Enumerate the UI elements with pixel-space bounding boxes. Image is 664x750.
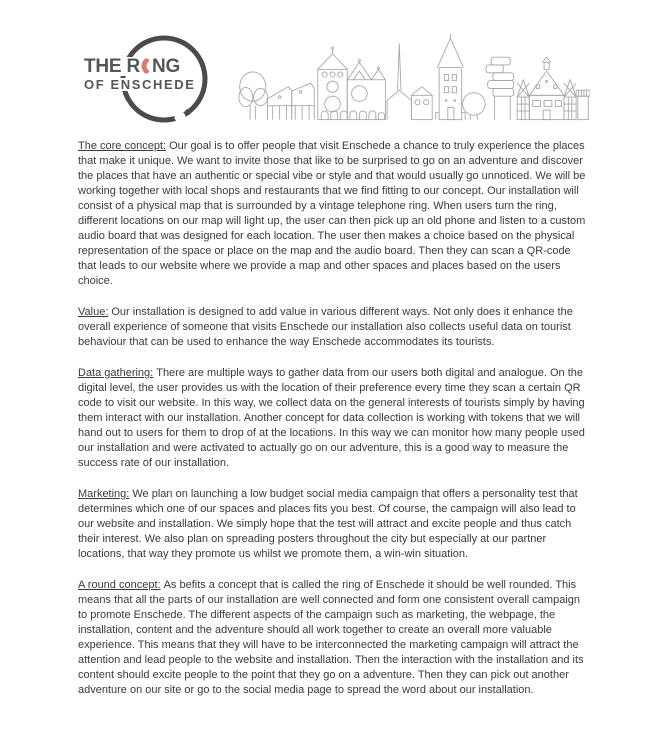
paragraph-text: As befits a concept that is called the ring of Enschede it should be well rounded. This means that all the parts of our installation are well connected and form one consistent overall campaign to promote Enschede. The different aspects of the campaign such as marketing, the webpage, the installation, content and the adventure should all work together to create an overall more valuable experience. This means that they will have to be interconnected the marketing campaign will attract the attention and lead people to the website and installation. Then the interaction with the installation and its content should excite people to the point that they go on a adventure. Then they can pick out another adventure on our site or go to the social media page to spread the word about our installation.	[78, 579, 584, 696]
paragraph-text: We plan on launching a low budget social media campaign that offers a personality test that determines which one of our spaces and places fits you best. Of course, the campaign will also lead to our website and installation. We simply hope that the test will attract and excite people and thus catch their interest. We also plan on spreading posters throughout the city but especially at our partner locations, that way they promote us whilst we promote them, a win-win situation.	[78, 488, 578, 560]
logo-title	[82, 57, 182, 76]
paragraph-core-concept	[78, 139, 587, 289]
city-skyline-illustration	[238, 32, 590, 124]
paragraph-text: Our installation is designed to add value in various different ways. Not only does it enhance the overall experience of someone that visits Enschede our installation also collects useful data on tourist behaviour that can be used to enhance the way Enschede accommodates its tourists.	[78, 306, 573, 348]
logo-title-post: NG	[152, 56, 181, 77]
logo-subtitle: OF ENSCHEDE	[84, 77, 196, 92]
paragraph-marketing	[78, 487, 587, 562]
skyline-drawing-icon	[238, 32, 590, 124]
paragraph-heading: Value:	[78, 306, 109, 318]
phone-handset-icon	[141, 58, 151, 74]
paragraph-heading: Data gathering:	[78, 367, 154, 379]
logo-title-pre: THE R	[84, 56, 141, 77]
ring-of-enschede-logo	[80, 32, 210, 126]
paragraph-value	[78, 305, 587, 350]
paragraph-text: Our goal is to offer people that visit Enschede a chance to truly experience the places that make it unique. We want to invite those that like to be surprised to go on an adventure and discover the places that have an authentic or special vibe or style and that would usually go unnoticed. We will be working together with local shops and restaurants that we find fitting to our concept. Our installation will consist of a physical map that is surrounded by a vintage telephone ring. When users turn the ring, different locations on our map will light up, the user can then pick up an old phone and listen to a custom audio board that was designed for each location. The user then makes a choice based on the physical representation of the space or place on the map and the audio board. Then they can scan a QR-code that leads to our website where we provide a map and other spaces and places based on the users choice.	[78, 140, 586, 287]
paragraph-data-gathering	[78, 366, 587, 471]
paragraph-heading: A round concept:	[78, 579, 161, 591]
document-body	[78, 139, 587, 714]
paragraph-round-concept	[78, 578, 587, 698]
paragraph-heading: The core concept:	[78, 140, 167, 152]
document-header	[0, 0, 664, 130]
paragraph-text: There are multiple ways to gather data from our users both digital and analogue. On the digital level, the user provides us with the location of their preference every time they scan a certain QR code to visit our website. In this way, we collect data on the general interests of tourists simply by having them interact with our installation. Another concept for data collection is working with tokens that we will hand out to users for them to drop of at the locations. In this way we can monitor how many people used our installation and were activated to actually go on our adventure, this is a good way to measure the success rate of our installation.	[78, 367, 585, 469]
paragraph-heading: Marketing:	[78, 488, 130, 500]
